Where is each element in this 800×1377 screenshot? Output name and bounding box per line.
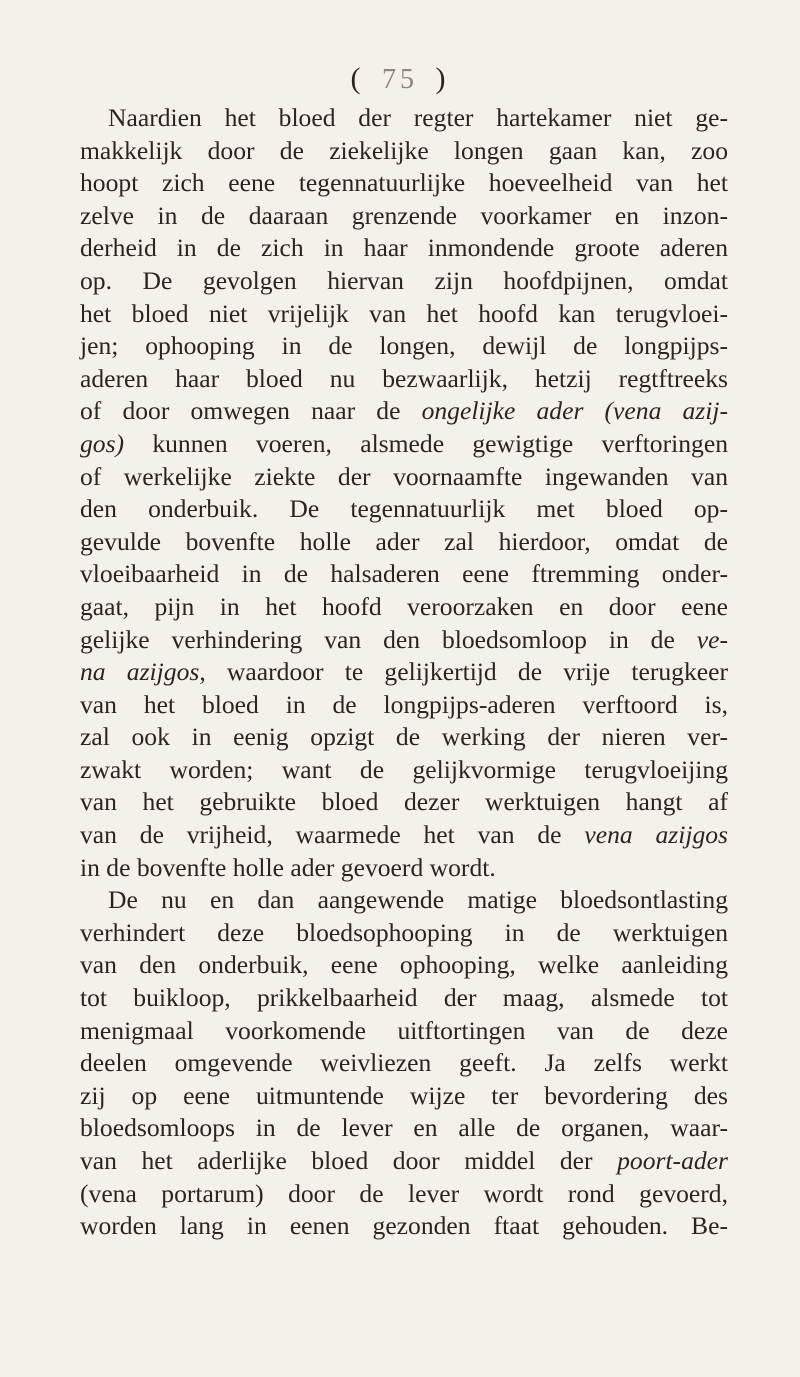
text-line bbox=[80, 1210, 728, 1243]
text-line bbox=[80, 493, 728, 526]
text-line bbox=[80, 363, 728, 396]
text-segment: van den onderbuik, eene ophooping, welke aanleiding bbox=[80, 950, 728, 980]
text-line bbox=[80, 819, 728, 852]
text-line bbox=[80, 754, 728, 787]
text-segment: zal ook in eenig opzigt de werking der nieren ver- bbox=[80, 722, 728, 752]
text-segment: het bloed niet vrijelijk van het hoofd kan terugvloei- bbox=[80, 298, 728, 328]
italic-text: na azijgos bbox=[80, 657, 200, 687]
text-segment: deelen omgevende weivliezen geeft. Ja zelfs werkt bbox=[80, 1048, 728, 1078]
text-segment: van het gebruikte bloed dezer werktuigen hangt af bbox=[80, 787, 728, 817]
text-line bbox=[80, 461, 728, 494]
text-line bbox=[80, 526, 728, 559]
text-line bbox=[80, 1047, 728, 1080]
text-segment: tot buikloop, prikkelbaarheid der maag, alsmede tot bbox=[80, 983, 728, 1013]
text-line bbox=[80, 298, 728, 331]
text-segment: op. De gevolgen hiervan zijn hoofdpijnen, omdat bbox=[80, 265, 728, 295]
italic-text: ongelijke ader (vena azij- bbox=[421, 396, 728, 426]
text-line bbox=[80, 1178, 728, 1211]
text-line bbox=[80, 884, 728, 917]
text-line bbox=[80, 917, 728, 950]
text-line bbox=[80, 949, 728, 982]
text-segment: in de bovenfte holle ader gevoerd wordt. bbox=[80, 852, 496, 882]
text-line bbox=[80, 232, 728, 265]
text-line bbox=[80, 591, 728, 624]
page-number-value: 75 bbox=[382, 64, 418, 95]
italic-text: vena azijgos bbox=[584, 820, 729, 850]
text-line bbox=[80, 265, 728, 298]
text-line bbox=[80, 786, 728, 819]
text-line bbox=[80, 102, 728, 135]
text-line bbox=[80, 689, 728, 722]
text-segment: vloeibaarheid in de halsaderen eene ftremming onder- bbox=[80, 559, 728, 589]
text-line bbox=[80, 721, 728, 754]
text-line bbox=[80, 1080, 728, 1113]
text-segment: den onderbuik. De tegennatuurlijk met bloed op- bbox=[80, 494, 728, 524]
text-segment: of werkelijke ziekte der voornaamfte ingewanden van bbox=[80, 461, 728, 491]
text-segment: gaat, pijn in het hoofd veroorzaken en door eene bbox=[80, 591, 728, 621]
body-text bbox=[80, 102, 728, 1243]
text-segment: van het aderlijke bloed door middel der bbox=[80, 1146, 618, 1175]
text-line bbox=[80, 167, 728, 200]
text-line bbox=[80, 200, 728, 233]
text-segment: zelve in de daaraan grenzende voorkamer en inzon- bbox=[80, 200, 728, 230]
text-segment: van het bloed in de longpijps-aderen verftoord is, bbox=[80, 689, 728, 719]
italic-text: poort-ader bbox=[617, 1146, 728, 1175]
text-segment: makkelijk door de ziekelijke longen gaan kan, zoo bbox=[80, 135, 728, 165]
text-segment: zwakt worden; want de gelijkvormige terugvloeijing bbox=[80, 754, 728, 784]
italic-text: gos) bbox=[80, 428, 125, 458]
text-segment: (vena portarum) door de lever wordt rond gevoerd, bbox=[80, 1178, 728, 1208]
text-line bbox=[80, 982, 728, 1015]
text-line bbox=[80, 1112, 728, 1145]
text-segment: derheid in de zich in haar inmondende groote aderen bbox=[80, 233, 728, 263]
text-segment: verhindert deze bloedsophooping in de werktuigen bbox=[80, 917, 728, 947]
text-segment: aderen haar bloed nu bezwaarlijk, hetzij regtftreeks bbox=[80, 363, 728, 393]
text-line bbox=[80, 624, 728, 657]
text-line bbox=[80, 1015, 728, 1048]
text-segment: gevulde bovenfte holle ader zal hierdoor, omdat de bbox=[80, 526, 728, 556]
text-segment: kunnen voeren, alsmede gewigtige verftoringen bbox=[124, 428, 728, 458]
text-segment: zij op eene uitmuntende wijze ter bevordering des bbox=[80, 1080, 728, 1110]
text-segment: gelijke verhindering van den bloedsomloop in de bbox=[80, 624, 697, 654]
text-segment: bloedsomloops in de lever en alle de organen, waar- bbox=[80, 1113, 728, 1143]
text-segment: menigmaal voorkomende uitftortingen van de deze bbox=[80, 1015, 728, 1045]
text-line bbox=[80, 135, 728, 168]
text-line bbox=[80, 395, 728, 428]
text-line bbox=[80, 330, 728, 363]
text-segment: worden lang in eenen gezonden ftaat gehouden. Be- bbox=[80, 1211, 728, 1241]
text-segment: jen; ophooping in de longen, dewijl de longpijps- bbox=[80, 331, 728, 361]
text-segment: De nu en dan aangewende matige bloedsontlasting bbox=[108, 885, 728, 915]
text-line bbox=[80, 1145, 728, 1178]
page-number-open: ( bbox=[350, 62, 365, 95]
text-segment: van de vrijheid, waarmede het van de bbox=[80, 820, 585, 850]
italic-text: ve- bbox=[696, 624, 728, 654]
text-segment: of door omwegen naar de bbox=[80, 396, 422, 426]
text-segment: , waardoor te gelijkertijd de vrije terugkeer bbox=[199, 657, 728, 687]
page-number-close: ) bbox=[435, 62, 450, 95]
text-line bbox=[80, 656, 728, 689]
text-line bbox=[80, 558, 728, 591]
text-segment: hoopt zich eene tegennatuurlijke hoeveelheid van het bbox=[80, 168, 728, 198]
text-line bbox=[80, 852, 728, 885]
page-number bbox=[0, 62, 800, 96]
text-line bbox=[80, 428, 728, 461]
text-segment: Naardien het bloed der regter hartekamer niet ge- bbox=[108, 103, 728, 132]
